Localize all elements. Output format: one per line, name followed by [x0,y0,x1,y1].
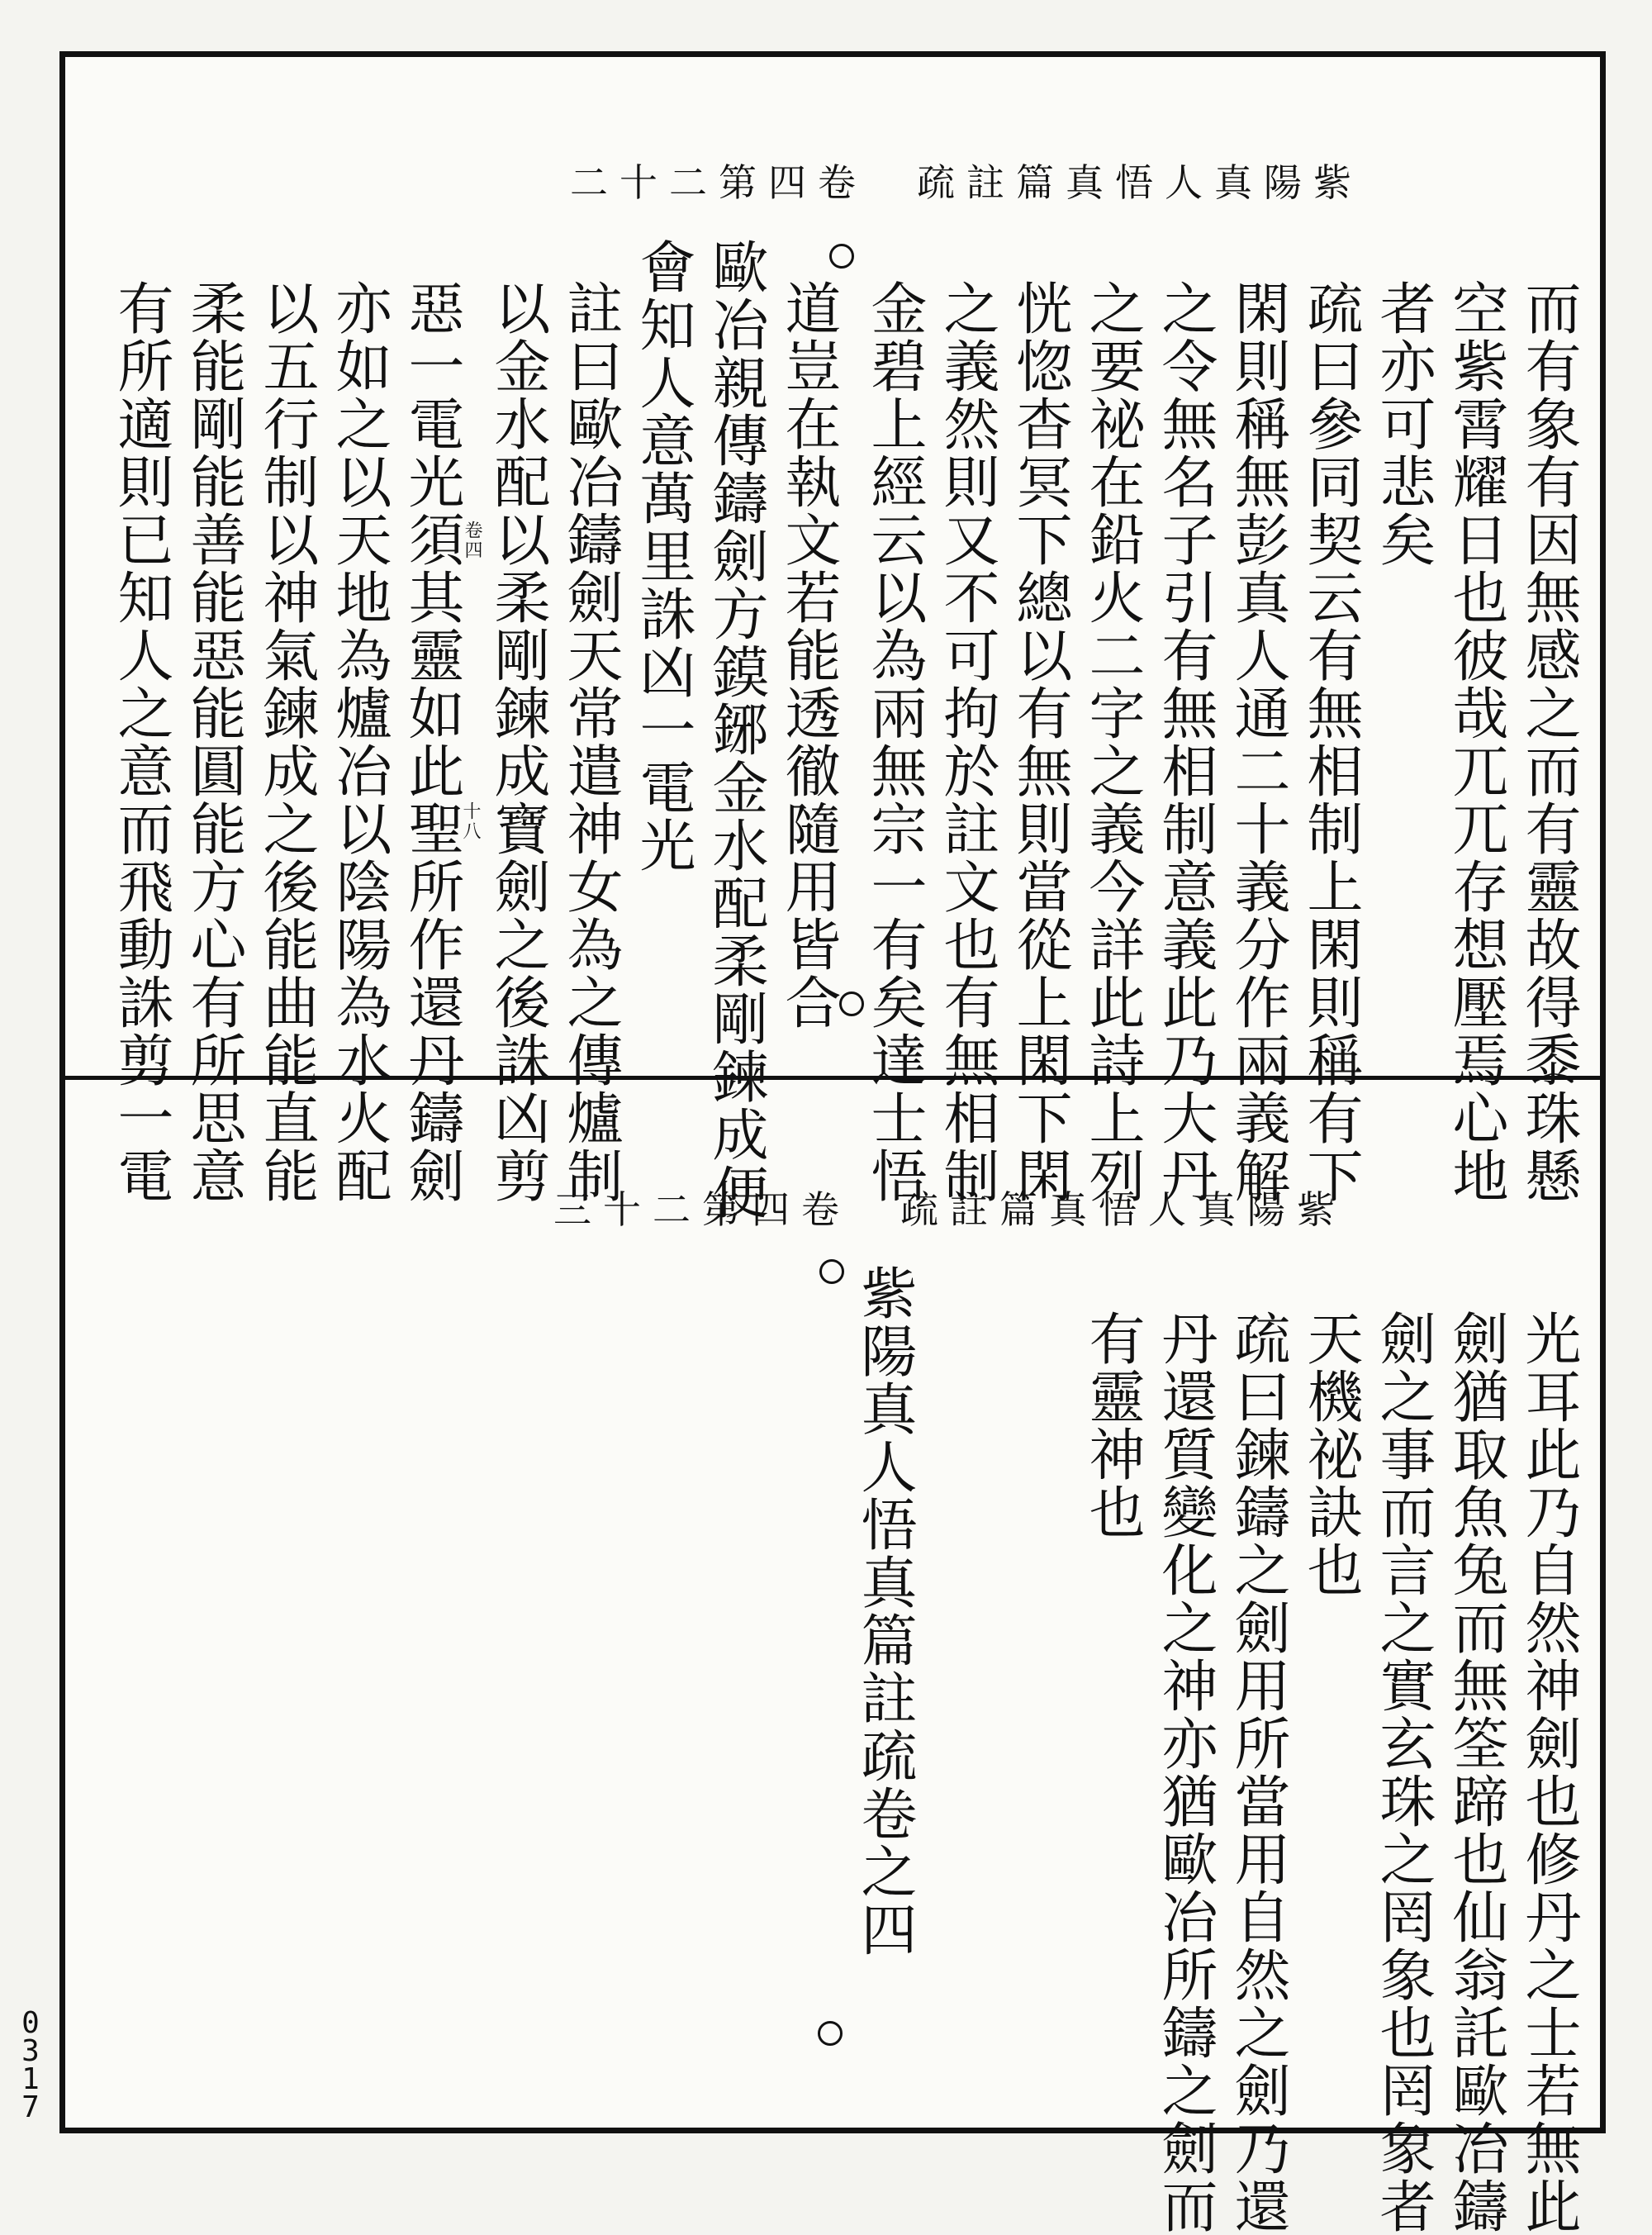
top-small-note-2: 卷四 [462,521,482,560]
top-col-7: 之要祕在鉛火二字之義今詳此詩上列 [1080,279,1145,1205]
top-col-4: 疏曰參同契云有無相制上閑則稱有下 [1298,279,1363,1205]
top-col-9: 之義然則又不可拘於註文也有無相制 [934,279,999,1205]
bottom-col-3: 劍之事而言之實玄珠之罔象也罔象者 [1370,1310,1436,2235]
top-col-1: 而有象有因無感之而有靈故得黍珠懸 [1516,279,1581,1205]
top-col-19: 柔能剛能善能惡能圓能方心有所思意 [181,279,246,1205]
column-marker-circle [819,1259,844,1284]
page-number: 0 3 1 7 [21,2006,40,2124]
top-col-15: 以金水配以柔剛鍊成寶劍之後誅凶剪 [485,279,550,1205]
bottom-panel-header: 紫陽真人悟真篇註疏 卷四第二十三 [553,1187,1346,1232]
bottom-col-1: 光耳此乃自然神劍也修丹之士若無此 [1516,1310,1581,2235]
top-col-13: 會知人意萬里誅凶一電光 [630,238,695,874]
top-col-6: 之令無名子引有無相制意義此乃大丹 [1152,279,1218,1205]
bottom-col-6: 丹還質變化之神亦猶歐冶所鑄之劍而 [1152,1310,1218,2235]
top-col-12: 歐冶親傳鑄劍方鏌鋣金水配柔剛鍊成便 [703,238,768,1221]
top-col-5: 閑則稱無彭真人通二十義分作兩義解 [1225,279,1290,1205]
top-col-10: 金碧上經云以為兩無宗一有矣達士悟 [862,279,927,1205]
top-col-16: 惡一電光須其靈如此聖所作還丹鑄劍 [399,279,464,1205]
column-marker-circle [818,2021,843,2046]
top-col-18: 以五行制以神氣鍊成之後能曲能直能 [254,279,319,1205]
top-col-14: 註曰歐冶鑄劍天常遣神女為之傳爐制 [558,279,623,1205]
bottom-col-5: 疏曰鍊鑄之劍用所當用自然之劍乃還 [1225,1310,1290,2235]
top-panel-header: 紫陽真人悟真篇註疏 卷四第二十二 [570,160,1363,205]
column-marker-circle [829,244,854,269]
top-col-2: 空紫霄耀日也彼哉兀兀存想壓焉心地 [1443,279,1508,1205]
top-small-note-1: 十八 [460,801,481,841]
bottom-col-4: 天機祕訣也 [1298,1310,1363,1599]
top-col-20: 有所適則已知人之意而飛動誅剪一電 [108,279,173,1205]
bottom-col-2: 劍猶取魚兔而無筌蹄也仙翁託歐冶鑄 [1443,1310,1508,2235]
bottom-col-8: 紫陽真人悟真篇註疏卷之四 [852,1264,917,1958]
top-col-11: 道豈在執文若能透徹隨用皆合 [776,279,841,1031]
bottom-col-7: 有靈神也 [1080,1310,1145,1541]
top-col-3: 者亦可悲矣 [1370,279,1436,568]
column-marker-circle [839,991,864,1016]
top-col-17: 亦如之以天地為爐冶以陰陽為水火配 [326,279,392,1205]
top-col-8: 恍惚杳冥下總以有無則當從上閑下閑 [1007,279,1072,1205]
